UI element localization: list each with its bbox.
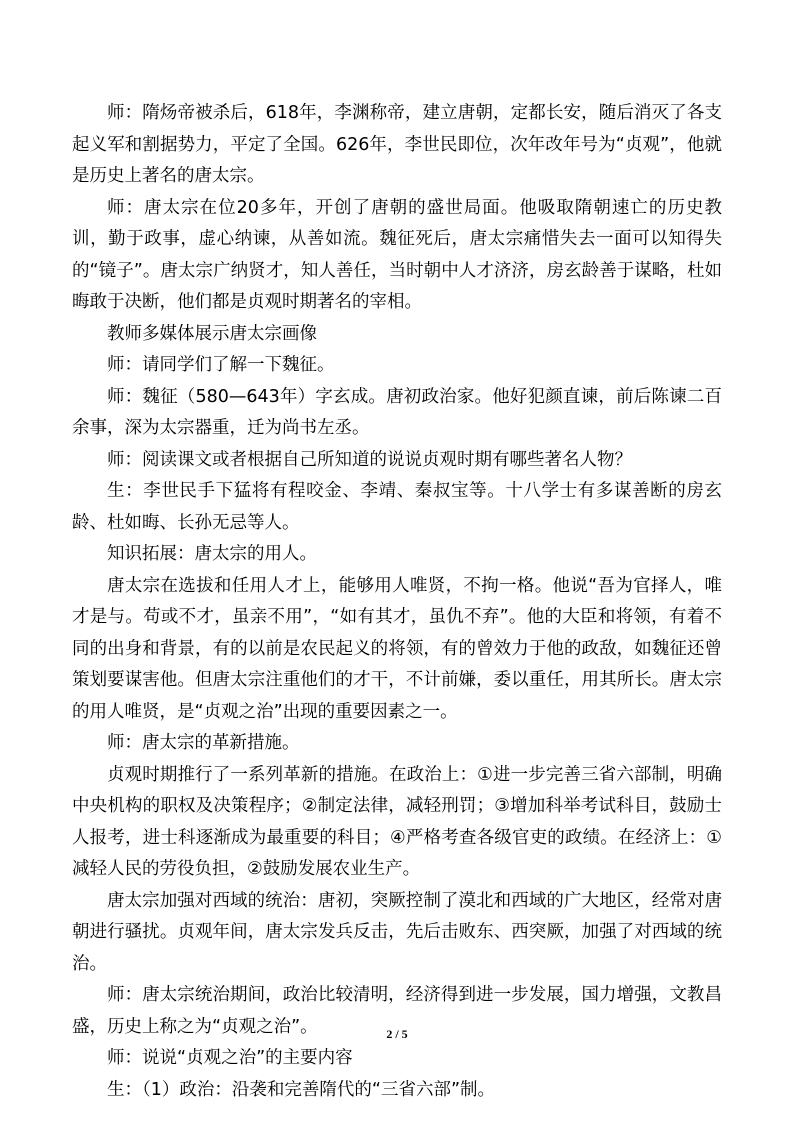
paragraph: 唐太宗加强对西域的统治：唐初，突厥控制了漠北和西域的广大地区，经常对唐朝进行骚扰。贞观年间，唐太宗发兵反击，先后击败东、西突厥，加强了对西域的统治。 xyxy=(72,890,722,974)
paragraph: 知识拓展：唐太宗的用人。 xyxy=(107,544,317,564)
paragraph: 贞观时期推行了一系列革新的措施。在政治上：①进一步完善三省六部制，明确中央机构的职权及决策程序；②制定法律，减轻刑罚；③增加科举考试科目，鼓励士人报考，进士科逐渐成为最重要的科目；④严格考查各级官吏的政绩。在经济上：①减轻人民的劳役负担，②鼓励发展农业生产。 xyxy=(72,764,722,879)
paragraph: 教师多媒体展示唐太宗画像 xyxy=(107,323,317,344)
paragraph: 师：唐太宗的革新措施。 xyxy=(107,733,300,753)
paragraph: 师：阅读课文或者根据自己所知道的说说贞观时期有哪些著名人物？ xyxy=(107,449,632,470)
paragraph: 师：请同学们了解一下魏征。 xyxy=(107,355,335,375)
paragraph: 师：说说“贞观之治”的主要内容 xyxy=(107,1048,353,1068)
paragraph: 唐太宗在选拔和任用人才上，能够用人唯贤，不拘一格。他说“吾为官择人，唯才是与。苟或不才，虽亲不用”，“如有其才，虽仇不弃”。他的大臣和将领，有着不同的出身和背景，有的以前是农民起义的将领，有的曾效力于他的政敌，如魏征还曾策划要谋害他。但唐太宗注重他们的才干，不计前嫌，委以重任，用其所长。唐太宗的用人唯贤，是“贞观之治”出现的重要因素之一。 xyxy=(72,575,722,722)
document-body xyxy=(72,98,722,1106)
paragraph: 师：魏征（580—643年）字玄成。唐初政治家。他好犯颜直谏，前后陈谏二百余事，深为太宗器重，迁为尚书左丞。 xyxy=(72,386,722,438)
page-number: 2 / 5 xyxy=(386,1027,408,1041)
paragraph: 生：李世民手下猛将有程咬金、李靖、秦叔宝等。十八学士有多谋善断的房玄龄、杜如晦、长孙无忌等人。 xyxy=(72,481,722,533)
paragraph: 师：隋炀帝被杀后，618年，李渊称帝，建立唐朝，定都长安，随后消灭了各支起义军和割据势力，平定了全国。626年，李世民即位，次年改年号为“贞观”，他就是历史上著名的唐太宗。 xyxy=(72,103,722,186)
paragraph: 生：（1）政治：沿袭和完善隋代的“三省六部”制。 xyxy=(107,1079,496,1100)
paragraph: 师：唐太宗在位20多年，开创了唐朝的盛世局面。他吸取隋朝速亡的历史教训，勤于政事，虚心纳谏，从善如流。魏征死后，唐太宗痛惜失去一面可以知得失的“镜子”。唐太宗广纳贤才，知人善任，当时朝中人才济济，房玄龄善于谋略，杜如晦敢于决断，他们都是贞观时期著名的宰相。 xyxy=(72,197,722,312)
paragraph: 师：唐太宗统治期间，政治比较清明，经济得到进一步发展，国力增强，文教昌盛，历史上称之为“贞观之治”。 xyxy=(72,985,722,1037)
